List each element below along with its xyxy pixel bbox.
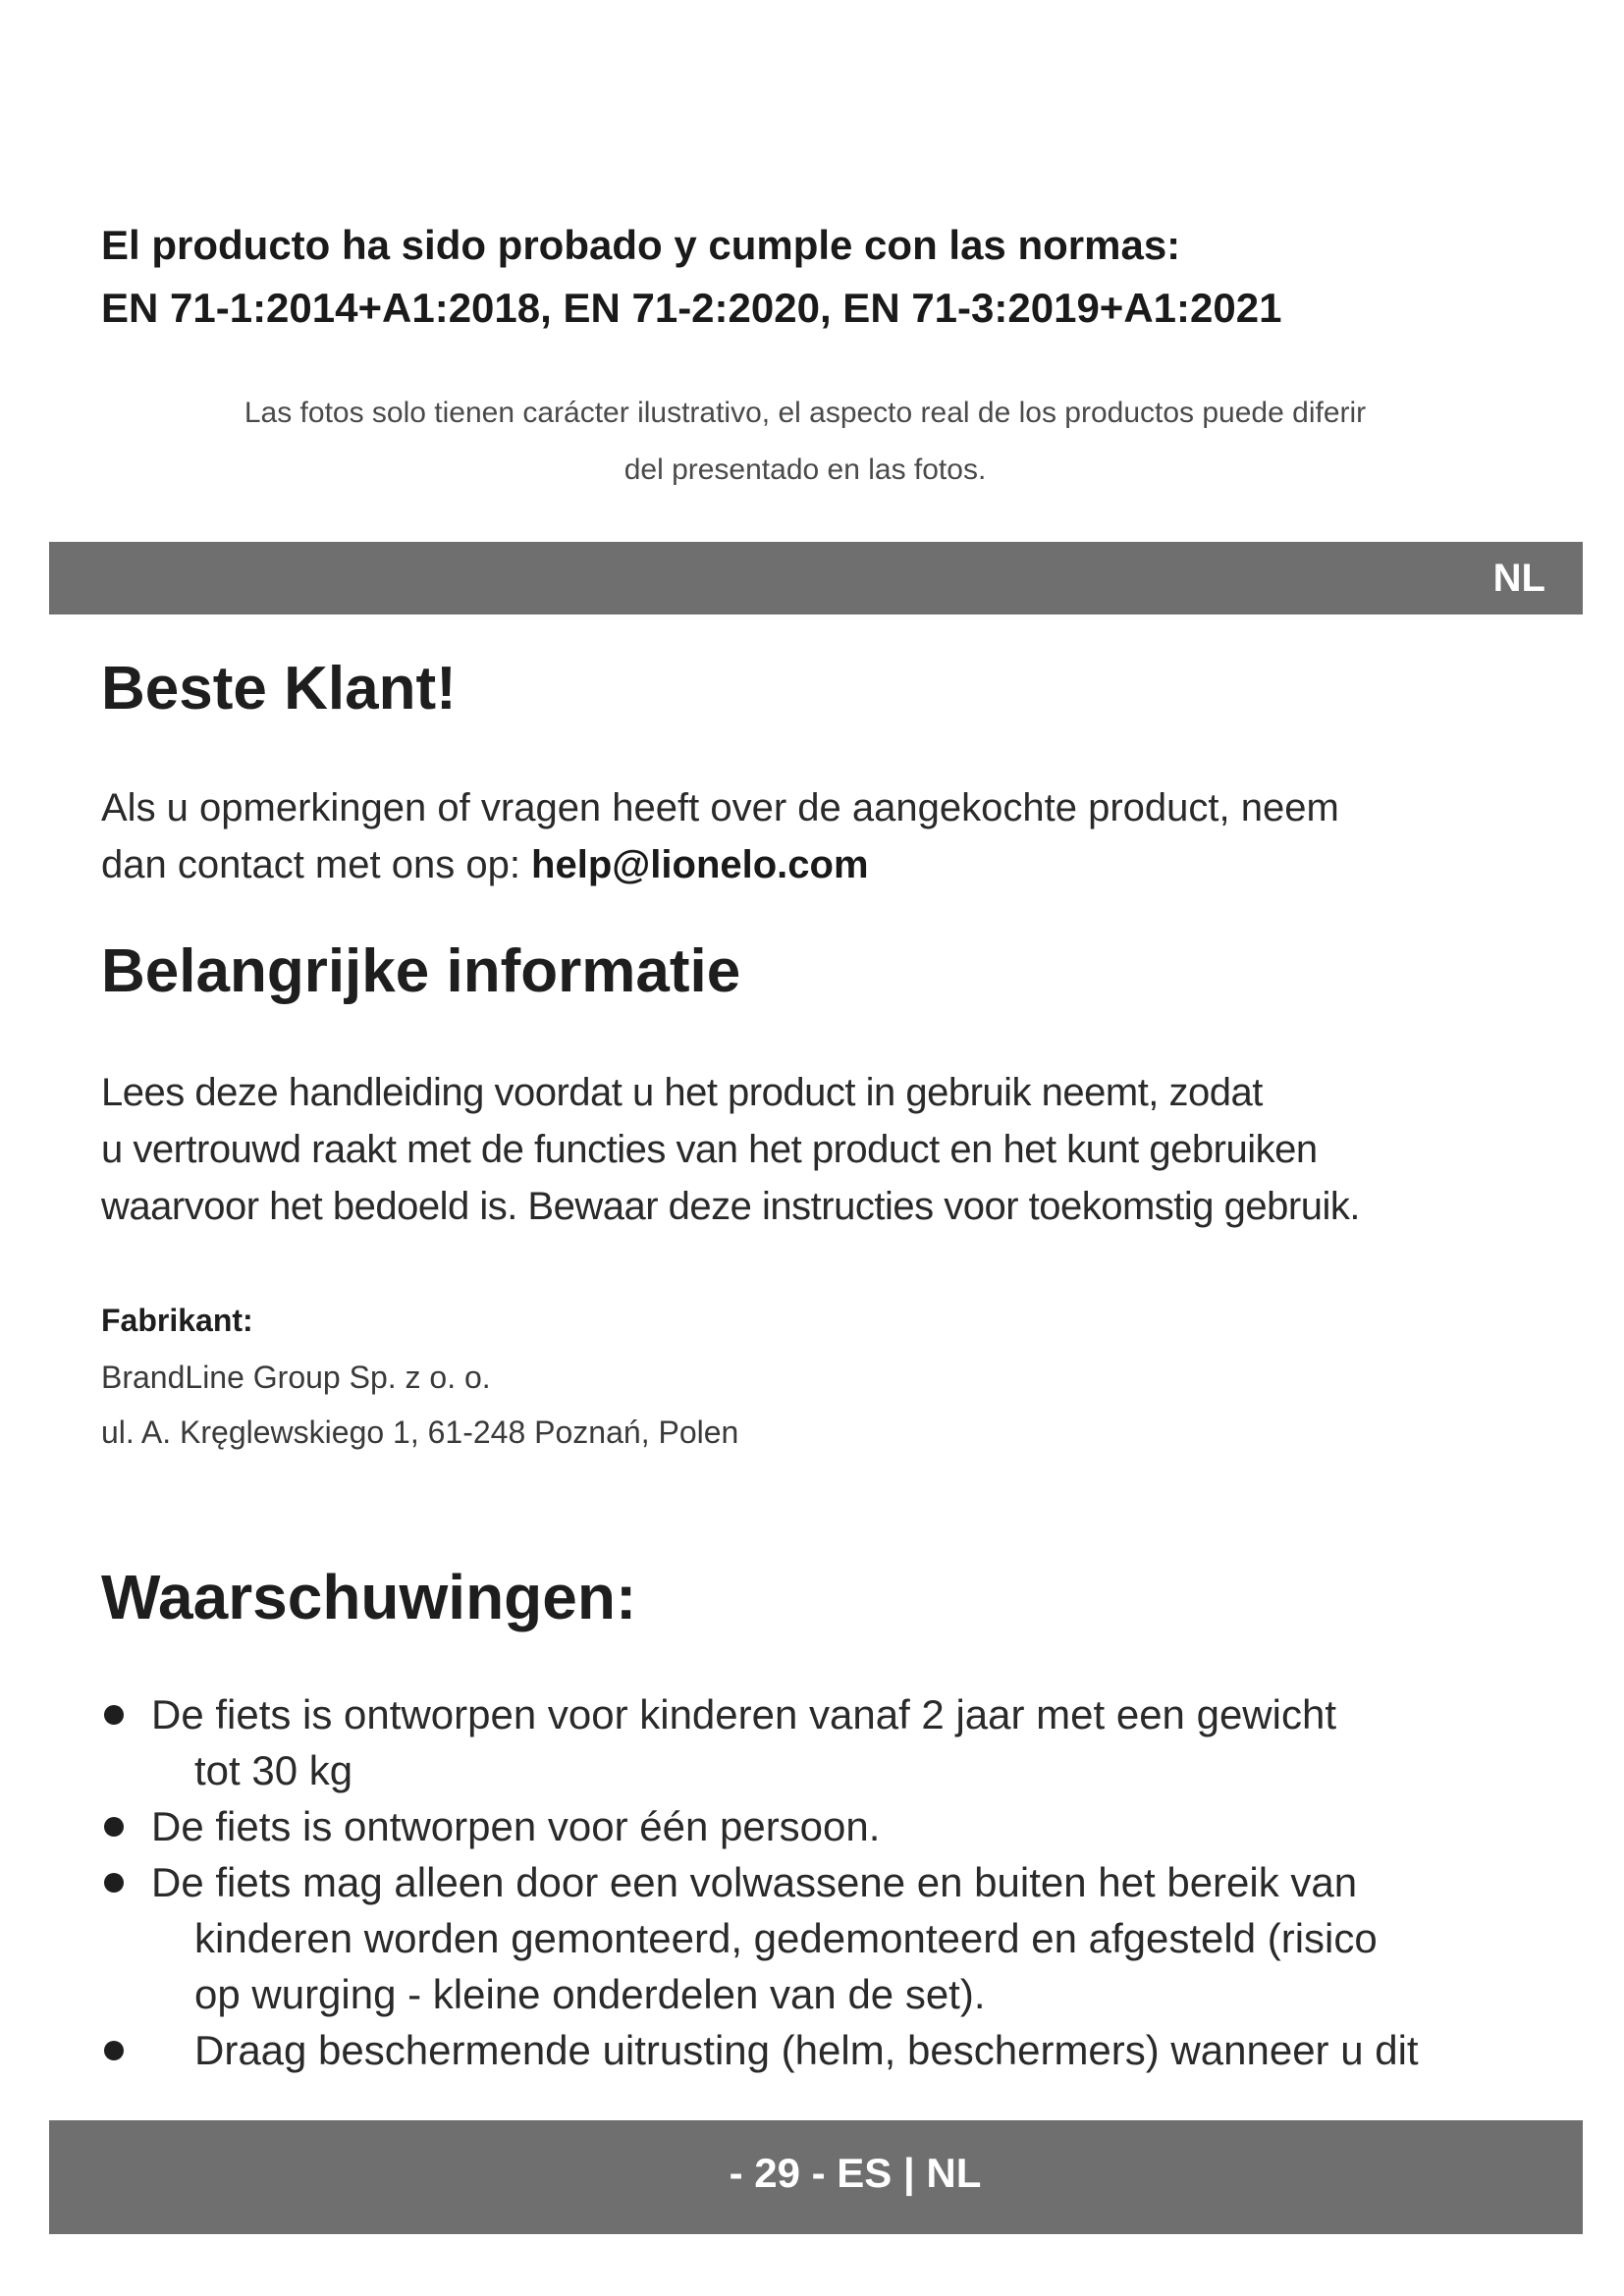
standards-notice [101, 214, 1525, 340]
warnings-list [98, 1686, 1571, 2078]
warning-item [98, 2022, 1571, 2078]
manufacturer-address: ul. A. Kręglewskiego 1, 61-248 Poznań, Polen [101, 1415, 739, 1450]
important-info-paragraph [101, 1064, 1554, 1235]
important-info-heading: Belangrijke informatie [101, 937, 741, 1005]
warning-line: Draag beschermende uitrusting (helm, beschermers) wanneer u dit [194, 2027, 1419, 2073]
standards-intro: El producto ha sido probado y cumple con las normas: [101, 222, 1181, 268]
contact-paragraph [101, 779, 1554, 893]
bullet-icon [104, 1873, 124, 1893]
warning-item [98, 1854, 1571, 2022]
bullet-icon [104, 1817, 124, 1837]
warning-item [98, 1798, 1571, 1854]
language-code: NL [1492, 557, 1545, 600]
warning-line: kinderen worden gemonteerd, gedemonteerd en afgesteld (risico [194, 1915, 1378, 1961]
page-number-label: - 29 - ES | NL [729, 2150, 982, 2196]
support-email-link[interactable]: help@lionelo.com [531, 843, 869, 886]
bullet-icon [104, 2041, 124, 2060]
bullet-icon [104, 1705, 124, 1725]
manufacturer-label: Fabrikant: [101, 1303, 253, 1338]
warning-item [98, 1686, 1571, 1798]
disclaimer-line-2: del presentado en las fotos. [623, 454, 987, 486]
language-header-bar [49, 542, 1583, 614]
contact-prefix: dan contact met ons op: [101, 843, 532, 886]
warnings-heading: Waarschuwingen: [101, 1562, 637, 1632]
warning-line: De fiets is ontworpen voor één persoon. [151, 1803, 881, 1849]
warning-line: tot 30 kg [194, 1747, 353, 1793]
important-line-3: waarvoor het bedoeld is. Bewaar deze instructies voor toekomstig gebruik. [101, 1185, 1360, 1228]
greeting-heading: Beste Klant! [101, 655, 457, 722]
photo-disclaimer [118, 385, 1492, 499]
standards-list: EN 71-1:2014+A1:2018, EN 71-2:2020, EN 71-3:2019+A1:2021 [101, 285, 1282, 331]
warning-line: De fiets is ontworpen voor kinderen vanaf 2 jaar met een gewicht [151, 1691, 1336, 1737]
contact-line-1: Als u opmerkingen of vragen heeft over de aangekochte product, neem [101, 786, 1339, 829]
disclaimer-line-1: Las fotos solo tienen carácter ilustrativo, el aspecto real de los productos puede diferir [244, 397, 1367, 429]
page-footer-bar [49, 2120, 1583, 2234]
warning-line: De fiets mag alleen door een volwassene en buiten het bereik van [151, 1859, 1358, 1905]
contact-line-2 [101, 836, 1554, 893]
important-line-1: Lees deze handleiding voordat u het product in gebruik neemt, zodat [101, 1071, 1263, 1114]
manufacturer-name: BrandLine Group Sp. z o. o. [101, 1360, 491, 1395]
warning-line: op wurging - kleine onderdelen van de set). [194, 1971, 986, 2017]
important-line-2: u vertrouwd raakt met de functies van het product en het kunt gebruiken [101, 1128, 1318, 1171]
